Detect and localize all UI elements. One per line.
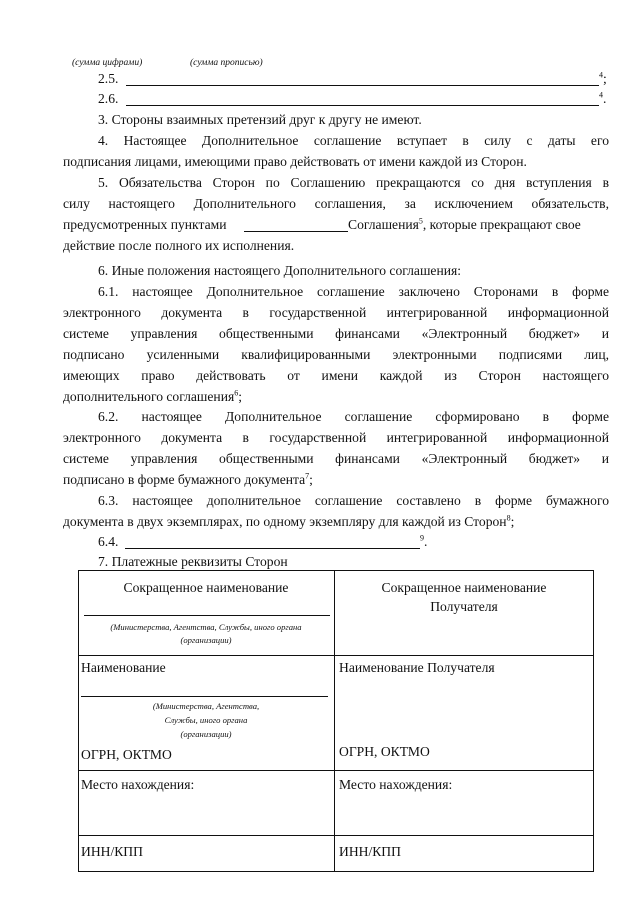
paragraph-7: 7. Платежные реквизиты Сторон — [98, 554, 288, 569]
paragraph-6-2-line-1: 6.2. настоящее Дополнительное соглашение сформировано в форме — [98, 409, 609, 424]
table-left-name-hint-2: Службы, иного органа — [164, 715, 248, 725]
table-border-top — [78, 570, 594, 571]
paragraph-6-4-number: 6.4. — [98, 534, 119, 549]
paragraph-6-3-line-2: документа в двух экземплярах, по одному экземпляру для каждой из Сторон$^8$; — [63, 513, 515, 529]
paragraph-5-line-2: силу настоящего Дополнительного соглашения, за исключением обязательств, — [63, 196, 609, 211]
table-left-ogrn-label: ОГРН, ОКТМО — [81, 747, 172, 762]
paragraph-6-2-line-4: подписано в форме бумажного документа$^7$; — [63, 471, 313, 487]
hint-sum-words: (сумма прописью) — [190, 58, 263, 68]
table-left-short-name-blank — [84, 615, 330, 616]
paragraph-5-line-3a: предусмотренных пунктами — [63, 217, 227, 232]
paragraph-6-1-line-3: системе управления общественными финансами «Электронный бюджет» и — [63, 326, 609, 341]
paragraph-6-1-line-4: подписано усиленными квалифицированными электронными подписями лиц, — [63, 347, 609, 362]
table-right-name-label: Наименование Получателя — [339, 660, 495, 675]
paragraph-6: 6. Иные положения настоящего Дополнительного соглашения: — [98, 263, 462, 278]
paragraph-6-4-blank — [125, 548, 420, 549]
item-2-6-number: 2.6. — [98, 91, 119, 106]
paragraph-5-line-4: действие после полного их исполнения. — [63, 238, 295, 253]
table-border-bottom — [78, 871, 594, 872]
item-2-6-end: $^4$. — [599, 90, 607, 106]
table-left-short-name-label: Сокращенное наименование — [123, 580, 289, 595]
table-right-ogrn-label: ОГРН, ОКТМО — [339, 744, 430, 759]
paragraph-4-line-2: подписания лицами, имеющими право действовать от имени каждой из Сторон. — [63, 154, 527, 169]
payment-details-table — [78, 570, 594, 872]
paragraph-6-1-line-6: дополнительного соглашения$^6$; — [63, 388, 243, 404]
item-2-5-number: 2.5. — [98, 71, 119, 86]
paragraph-6-2-line-3: системе управления общественными финансами «Электронный бюджет» и — [63, 451, 609, 466]
paragraph-6-1-line-1: 6.1. настоящее Дополнительное соглашение заключено Сторонами в форме — [98, 284, 609, 299]
paragraph-6-1-line-5: имеющих право действовать от имени каждой из Сторон настоящего — [63, 368, 609, 383]
item-2-5-end: $^4$; — [599, 70, 607, 86]
paragraph-6-2-line-2: электронного документа в государственной интегрированной информационной — [63, 430, 609, 445]
paragraph-5-line-3b: Соглашения$^5$, которые прекращают свое — [348, 216, 581, 232]
item-2-6-blank — [126, 105, 599, 106]
table-right-inn-label: ИНН/КПП — [339, 844, 401, 859]
paragraph-5-line-1: 5. Обязательства Сторон по Соглашению прекращаются со дня вступления в — [98, 175, 609, 190]
paragraph-4-line-1: 4. Настоящее Дополнительное соглашение вступает в силу с даты его — [98, 133, 609, 148]
table-right-location-label: Место нахождения: — [339, 777, 453, 792]
table-border-right — [593, 570, 594, 872]
table-right-short-name-label-2: Получателя — [430, 599, 498, 614]
table-left-short-name-hint-2: (организации) — [180, 635, 232, 645]
paragraph-6-4-end: $^9$. — [420, 533, 428, 549]
table-left-name-label: Наименование — [81, 660, 166, 675]
hint-sum-digits: (сумма цифрами) — [72, 58, 143, 68]
table-left-name-hint-1: (Министерства, Агентства, — [152, 701, 260, 711]
paragraph-6-3-line-1: 6.3. настоящее дополнительное соглашение составлено в форме бумажного — [98, 493, 609, 508]
table-row-divider-1 — [78, 655, 594, 656]
table-row-divider-3 — [78, 835, 594, 836]
table-left-name-hint-3: (организации) — [180, 729, 232, 739]
table-left-location-label: Место нахождения: — [81, 777, 195, 792]
table-left-inn-label: ИНН/КПП — [81, 844, 143, 859]
table-left-short-name-hint-1: (Министерства, Агентства, Службы, иного органа — [110, 622, 302, 632]
table-right-short-name-label-1: Сокращенное наименование — [381, 580, 547, 595]
paragraph-3: 3. Стороны взаимных претензий друг к другу не имеют. — [98, 112, 422, 127]
item-2-5-blank — [126, 85, 599, 86]
table-left-name-blank — [81, 696, 328, 697]
paragraph-5-points-blank — [244, 231, 348, 232]
table-row-divider-2 — [78, 770, 594, 771]
paragraph-6-1-line-2: электронного документа в государственной интегрированной информационной — [63, 305, 609, 320]
